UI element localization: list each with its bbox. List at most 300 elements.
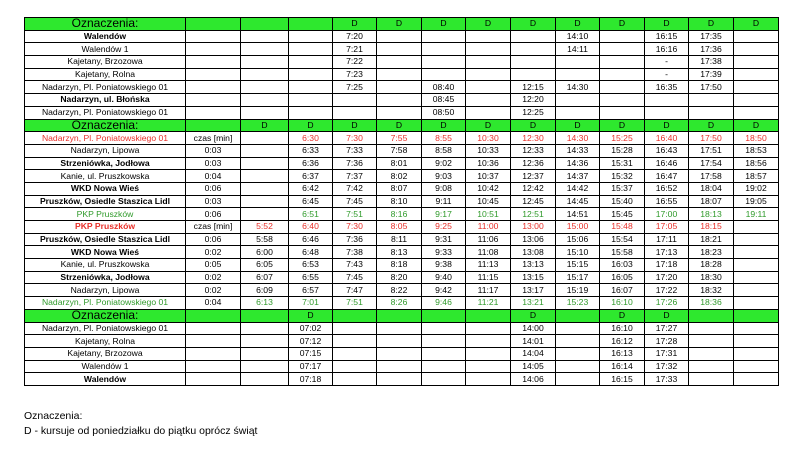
timetable-table [24, 17, 779, 386]
departure-time-cell: 10:42 [466, 182, 511, 195]
travel-time-cell: 0:02 [186, 271, 241, 284]
departure-time-cell [333, 106, 377, 119]
departure-time-cell: 13:17 [511, 284, 556, 297]
service-mark-cell: D [689, 18, 734, 31]
departure-time-cell: 12:20 [511, 94, 556, 107]
departure-time-cell: 15:32 [600, 170, 645, 183]
departure-time-cell: 9:46 [422, 297, 466, 310]
departure-time-cell: 7:45 [333, 195, 377, 208]
departure-time-cell: 8:13 [377, 246, 422, 259]
departure-time-cell [241, 30, 289, 43]
departure-time-cell [377, 81, 422, 94]
stop-name-cell: Walendów 1 [25, 360, 186, 373]
departure-time-cell: 15:28 [600, 144, 645, 157]
departure-time-cell: 13:08 [511, 246, 556, 259]
departure-time-cell [241, 94, 289, 107]
departure-time-cell: 15:00 [556, 221, 600, 234]
service-mark-cell: D [377, 18, 422, 31]
departure-time-cell: 7:30 [333, 132, 377, 145]
departure-time-cell: 6:51 [289, 208, 333, 221]
departure-time-cell: 18:56 [734, 157, 779, 170]
departure-time-cell: 18:53 [734, 144, 779, 157]
departure-time-cell: 7:38 [333, 246, 377, 259]
departure-time-cell: 08:50 [422, 106, 466, 119]
departure-time-cell: 17:39 [689, 68, 734, 81]
stop-name-cell: Pruszków, Osiedle Staszica Lidl [25, 195, 186, 208]
service-mark-cell [466, 309, 511, 322]
timetable-row [25, 208, 779, 221]
service-mark-cell [186, 18, 241, 31]
departure-time-cell: 14:05 [511, 360, 556, 373]
service-mark-cell: D [511, 18, 556, 31]
departure-time-cell: 7:43 [333, 259, 377, 272]
departure-time-cell [734, 81, 779, 94]
departure-time-cell: 7:30 [333, 221, 377, 234]
departure-time-cell: 12:36 [511, 157, 556, 170]
departure-time-cell: 7:01 [289, 297, 333, 310]
service-mark-cell: D [734, 119, 779, 132]
departure-time-cell [333, 335, 377, 348]
departure-time-cell [422, 335, 466, 348]
service-mark-cell: D [645, 18, 689, 31]
service-mark-cell: D [645, 309, 689, 322]
departure-time-cell: 12:37 [511, 170, 556, 183]
travel-time-cell: 0:05 [186, 259, 241, 272]
departure-time-cell: 7:23 [333, 68, 377, 81]
departure-time-cell [422, 360, 466, 373]
service-mark-cell [556, 309, 600, 322]
departure-time-cell: 14:51 [556, 208, 600, 221]
departure-time-cell: 9:02 [422, 157, 466, 170]
departure-time-cell: 10:45 [466, 195, 511, 208]
departure-time-cell: 9:31 [422, 233, 466, 246]
service-mark-cell [333, 309, 377, 322]
departure-time-cell: 14:00 [511, 322, 556, 335]
departure-time-cell: 17:18 [645, 259, 689, 272]
departure-time-cell [377, 347, 422, 360]
service-mark-cell: D [422, 18, 466, 31]
departure-time-cell: 17:54 [689, 157, 734, 170]
departure-time-cell: 15:48 [600, 221, 645, 234]
service-mark-cell: D [241, 119, 289, 132]
travel-time-cell: 0:04 [186, 297, 241, 310]
departure-time-cell: 17:26 [645, 297, 689, 310]
departure-time-cell: 18:07 [689, 195, 734, 208]
travel-time-cell: 0:03 [186, 144, 241, 157]
departure-time-cell: 15:37 [600, 182, 645, 195]
travel-time-cell: 0:02 [186, 284, 241, 297]
service-mark-cell: D [689, 119, 734, 132]
departure-time-cell: 7:37 [333, 170, 377, 183]
departure-time-cell: 17:28 [645, 335, 689, 348]
stop-name-cell: Nadarzyn, ul. Błońska [25, 94, 186, 107]
stop-name-cell: Kajetany, Brzozowa [25, 56, 186, 69]
travel-time-cell [186, 94, 241, 107]
departure-time-cell: 14:10 [556, 30, 600, 43]
departure-time-cell [689, 373, 734, 386]
departure-time-cell: 15:23 [556, 297, 600, 310]
departure-time-cell: 11:06 [466, 233, 511, 246]
departure-time-cell [734, 221, 779, 234]
departure-time-cell: 12:15 [511, 81, 556, 94]
stop-name-cell: Kanie, ul. Pruszkowska [25, 259, 186, 272]
departure-time-cell: 7:21 [333, 43, 377, 56]
departure-time-cell [734, 271, 779, 284]
departure-time-cell: 18:21 [689, 233, 734, 246]
departure-time-cell: 15:45 [600, 208, 645, 221]
departure-time-cell [241, 144, 289, 157]
departure-time-cell: 8:16 [377, 208, 422, 221]
departure-time-cell [466, 56, 511, 69]
departure-time-cell: 16:15 [600, 373, 645, 386]
departure-time-cell: 8:55 [422, 132, 466, 145]
departure-time-cell [600, 56, 645, 69]
departure-time-cell [734, 373, 779, 386]
departure-time-cell: 15:10 [556, 246, 600, 259]
departure-time-cell: 17:50 [689, 132, 734, 145]
departure-time-cell [734, 233, 779, 246]
travel-time-cell [186, 373, 241, 386]
departure-time-cell [377, 322, 422, 335]
departure-time-cell [289, 106, 333, 119]
timetable-row [25, 170, 779, 183]
departure-time-cell [511, 68, 556, 81]
departure-time-cell: 11:21 [466, 297, 511, 310]
travel-time-cell [186, 335, 241, 348]
departure-time-cell: 16:43 [645, 144, 689, 157]
timetable-row [25, 373, 779, 386]
departure-time-cell [556, 56, 600, 69]
departure-time-cell [645, 94, 689, 107]
departure-time-cell: 17:36 [689, 43, 734, 56]
service-mark-cell [186, 119, 241, 132]
stop-name-cell: Nadarzyn, Pl. Poniatowskiego 01 [25, 297, 186, 310]
departure-time-cell: 16:07 [600, 284, 645, 297]
departure-time-cell: 10:36 [466, 157, 511, 170]
departure-time-cell: 7:51 [333, 297, 377, 310]
departure-time-cell [556, 94, 600, 107]
departure-time-cell [734, 347, 779, 360]
travel-time-cell [186, 81, 241, 94]
departure-time-cell: 16:03 [600, 259, 645, 272]
service-mark-cell: D [556, 18, 600, 31]
departure-time-cell [377, 56, 422, 69]
timetable-row [25, 284, 779, 297]
departure-time-cell [422, 322, 466, 335]
departure-time-cell: 7:25 [333, 81, 377, 94]
service-mark-cell [241, 309, 289, 322]
departure-time-cell [511, 30, 556, 43]
departure-time-cell: 16:52 [645, 182, 689, 195]
departure-time-cell: 17:51 [689, 144, 734, 157]
departure-time-cell: 8:26 [377, 297, 422, 310]
departure-time-cell [377, 373, 422, 386]
legend-title: Oznaczenia: [24, 410, 83, 422]
timetable-row [25, 259, 779, 272]
departure-time-cell [466, 322, 511, 335]
stop-name-cell: Nadarzyn, Pl. Poniatowskiego 01 [25, 81, 186, 94]
departure-time-cell: 7:20 [333, 30, 377, 43]
departure-time-cell: 13:00 [511, 221, 556, 234]
travel-time-cell: 0:06 [186, 208, 241, 221]
departure-time-cell: 17:05 [645, 221, 689, 234]
departure-time-cell [734, 246, 779, 259]
departure-time-cell: 9:25 [422, 221, 466, 234]
departure-time-cell: 14:33 [556, 144, 600, 157]
departure-time-cell: 14:30 [556, 132, 600, 145]
departure-time-cell: 8:58 [422, 144, 466, 157]
departure-time-cell [511, 56, 556, 69]
timetable-row [25, 360, 779, 373]
departure-time-cell: 7:58 [377, 144, 422, 157]
travel-time-cell [186, 347, 241, 360]
departure-time-cell [289, 43, 333, 56]
departure-time-cell: 18:15 [689, 221, 734, 234]
service-mark-cell [186, 309, 241, 322]
departure-time-cell [689, 322, 734, 335]
timetable-row [25, 144, 779, 157]
departure-time-cell: 16:05 [600, 271, 645, 284]
timetable-row [25, 56, 779, 69]
departure-time-cell [689, 347, 734, 360]
departure-time-cell: 10:51 [466, 208, 511, 221]
departure-time-cell: 14:06 [511, 373, 556, 386]
departure-time-cell: 12:30 [511, 132, 556, 145]
departure-time-cell: 07:18 [289, 373, 333, 386]
departure-time-cell: - [645, 56, 689, 69]
travel-time-cell: 0:06 [186, 233, 241, 246]
departure-time-cell: 14:45 [556, 195, 600, 208]
stop-name-cell: PKP Pruszków [25, 208, 186, 221]
departure-time-cell: 7:36 [333, 157, 377, 170]
service-mark-cell: D [556, 119, 600, 132]
departure-time-cell: 6:55 [289, 271, 333, 284]
departure-time-cell [689, 94, 734, 107]
departure-time-cell [241, 208, 289, 221]
departure-time-cell [241, 195, 289, 208]
departure-time-cell: 15:40 [600, 195, 645, 208]
departure-time-cell: 17:33 [645, 373, 689, 386]
timetable-row [25, 81, 779, 94]
timetable-row [25, 271, 779, 284]
departure-time-cell [689, 106, 734, 119]
departure-time-cell: 16:12 [600, 335, 645, 348]
stop-name-cell: Strzeniówka, Jodłowa [25, 271, 186, 284]
service-mark-cell: D [600, 18, 645, 31]
departure-time-cell: 9:08 [422, 182, 466, 195]
departure-time-cell [289, 81, 333, 94]
timetable-row [25, 182, 779, 195]
departure-time-cell: 17:00 [645, 208, 689, 221]
departure-time-cell [466, 106, 511, 119]
departure-time-cell [556, 106, 600, 119]
timetable-row [25, 68, 779, 81]
departure-time-cell: 10:33 [466, 144, 511, 157]
section-header-row [25, 18, 779, 31]
departure-time-cell: 12:42 [511, 182, 556, 195]
departure-time-cell: 7:36 [333, 233, 377, 246]
departure-time-cell [556, 335, 600, 348]
departure-time-cell [600, 81, 645, 94]
departure-time-cell: 6:00 [241, 246, 289, 259]
departure-time-cell: 7:55 [377, 132, 422, 145]
departure-time-cell: 16:10 [600, 322, 645, 335]
service-mark-cell [241, 18, 289, 31]
departure-time-cell: 8:05 [377, 221, 422, 234]
departure-time-cell [734, 360, 779, 373]
departure-time-cell [422, 43, 466, 56]
stop-name-cell: Walendów [25, 30, 186, 43]
departure-time-cell: 6:48 [289, 246, 333, 259]
departure-time-cell: 12:25 [511, 106, 556, 119]
departure-time-cell: 11:08 [466, 246, 511, 259]
departure-time-cell: 7:45 [333, 271, 377, 284]
departure-time-cell: 6:33 [289, 144, 333, 157]
departure-time-cell [241, 322, 289, 335]
departure-time-cell [241, 170, 289, 183]
departure-time-cell [333, 322, 377, 335]
departure-time-cell [241, 360, 289, 373]
departure-time-cell: 13:21 [511, 297, 556, 310]
departure-time-cell: 6:46 [289, 233, 333, 246]
departure-time-cell [241, 373, 289, 386]
departure-time-cell [377, 94, 422, 107]
service-mark-cell: D [289, 119, 333, 132]
departure-time-cell [466, 360, 511, 373]
departure-time-cell [333, 347, 377, 360]
service-mark-cell [377, 309, 422, 322]
departure-time-cell: 6:36 [289, 157, 333, 170]
departure-time-cell: 7:33 [333, 144, 377, 157]
departure-time-cell: 18:23 [689, 246, 734, 259]
departure-time-cell: 11:13 [466, 259, 511, 272]
departure-time-cell [377, 106, 422, 119]
departure-time-cell: 17:11 [645, 233, 689, 246]
service-mark-cell: D [466, 119, 511, 132]
departure-time-cell: 8:18 [377, 259, 422, 272]
departure-time-cell [241, 335, 289, 348]
travel-time-cell: 0:04 [186, 170, 241, 183]
departure-time-cell: 16:47 [645, 170, 689, 183]
departure-time-cell [333, 94, 377, 107]
timetable-row [25, 94, 779, 107]
departure-time-cell: 18:28 [689, 259, 734, 272]
departure-time-cell: 17:35 [689, 30, 734, 43]
stop-name-cell: Nadarzyn, Pl. Poniatowskiego 01 [25, 322, 186, 335]
departure-time-cell: 07:02 [289, 322, 333, 335]
stop-name-cell: Kajetany, Rolna [25, 68, 186, 81]
departure-time-cell: 11:17 [466, 284, 511, 297]
departure-time-cell: 14:36 [556, 157, 600, 170]
departure-time-cell: 6:57 [289, 284, 333, 297]
stop-name-cell: WKD Nowa Wieś [25, 182, 186, 195]
departure-time-cell [600, 43, 645, 56]
departure-time-cell: 8:02 [377, 170, 422, 183]
stop-name-cell: Nadarzyn, Lipowa [25, 144, 186, 157]
departure-time-cell: 16:10 [600, 297, 645, 310]
departure-time-cell: 18:04 [689, 182, 734, 195]
departure-time-cell: 14:30 [556, 81, 600, 94]
departure-time-cell [289, 68, 333, 81]
service-mark-cell: D [333, 18, 377, 31]
travel-time-cell: 0:03 [186, 157, 241, 170]
departure-time-cell: 15:25 [600, 132, 645, 145]
departure-time-cell [241, 182, 289, 195]
departure-time-cell [734, 106, 779, 119]
service-mark-cell [689, 309, 734, 322]
departure-time-cell [241, 56, 289, 69]
departure-time-cell: 8:11 [377, 233, 422, 246]
departure-time-cell [734, 284, 779, 297]
stop-name-cell: Nadarzyn, Pl. Poniatowskiego 01 [25, 106, 186, 119]
departure-time-cell: 19:02 [734, 182, 779, 195]
departure-time-cell: 14:37 [556, 170, 600, 183]
departure-time-cell: 17:32 [645, 360, 689, 373]
stop-name-cell: PKP Pruszków [25, 221, 186, 234]
service-mark-cell: D [466, 18, 511, 31]
departure-time-cell: 16:16 [645, 43, 689, 56]
departure-time-cell [734, 43, 779, 56]
travel-time-cell: czas [min] [186, 221, 241, 234]
departure-time-cell [377, 30, 422, 43]
service-mark-cell: D [289, 309, 333, 322]
section-header-label: Oznaczenia: [25, 309, 186, 322]
departure-time-cell: 16:13 [600, 347, 645, 360]
departure-time-cell: 15:17 [556, 271, 600, 284]
departure-time-cell: 16:14 [600, 360, 645, 373]
departure-time-cell: 14:04 [511, 347, 556, 360]
departure-time-cell: 8:20 [377, 271, 422, 284]
departure-time-cell [689, 360, 734, 373]
service-mark-cell: D [645, 119, 689, 132]
departure-time-cell: 9:42 [422, 284, 466, 297]
travel-time-cell [186, 106, 241, 119]
stop-name-cell: Walendów [25, 373, 186, 386]
travel-time-cell [186, 56, 241, 69]
departure-time-cell: 11:00 [466, 221, 511, 234]
departure-time-cell [289, 94, 333, 107]
departure-time-cell [466, 373, 511, 386]
departure-time-cell [734, 56, 779, 69]
departure-time-cell: 19:11 [734, 208, 779, 221]
departure-time-cell: 8:01 [377, 157, 422, 170]
service-mark-cell: D [511, 119, 556, 132]
departure-time-cell [422, 373, 466, 386]
departure-time-cell: 16:35 [645, 81, 689, 94]
departure-time-cell: 11:15 [466, 271, 511, 284]
service-mark-cell: D [511, 309, 556, 322]
departure-time-cell [734, 322, 779, 335]
departure-time-cell [600, 68, 645, 81]
departure-time-cell [466, 43, 511, 56]
departure-time-cell: 14:01 [511, 335, 556, 348]
departure-time-cell [734, 68, 779, 81]
stop-name-cell: Strzeniówka, Jodłowa [25, 157, 186, 170]
departure-time-cell: 7:51 [333, 208, 377, 221]
departure-time-cell [241, 132, 289, 145]
service-mark-cell: D [600, 119, 645, 132]
departure-time-cell [241, 43, 289, 56]
timetable-row [25, 322, 779, 335]
departure-time-cell: 17:22 [645, 284, 689, 297]
departure-time-cell: 18:36 [689, 297, 734, 310]
departure-time-cell: 18:57 [734, 170, 779, 183]
departure-time-cell: 6:07 [241, 271, 289, 284]
service-mark-cell [422, 309, 466, 322]
departure-time-cell: 9:40 [422, 271, 466, 284]
departure-time-cell: 7:22 [333, 56, 377, 69]
departure-time-cell [556, 360, 600, 373]
